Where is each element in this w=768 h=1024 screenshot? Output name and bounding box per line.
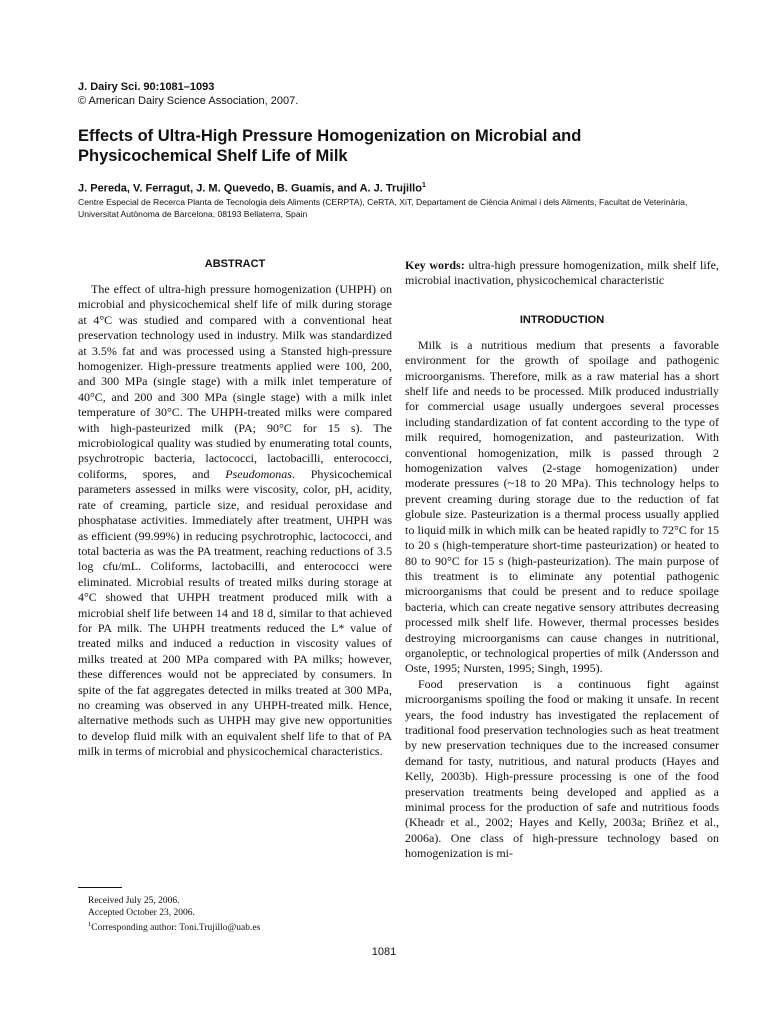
accepted-date: Accepted October 23, 2006.: [88, 907, 195, 918]
left-column: [78, 258, 392, 760]
footnote-rule: [78, 887, 122, 888]
journal-citation: J. Dairy Sci. 90:1081–1093: [78, 81, 215, 93]
keywords: [405, 258, 719, 289]
abstract-italic-term: Pseudomonas: [225, 466, 292, 481]
introduction-heading: INTRODUCTION: [519, 313, 605, 326]
footnotes: [78, 887, 392, 935]
journal-copyright: © American Dairy Science Association, 2007.: [78, 95, 299, 107]
corresponding-author-text: Corresponding author: Toni.Trujillo@uab.es: [91, 923, 261, 934]
right-column: [405, 258, 719, 862]
abstract-text-part-1: The effect of ultra-high pressure homogenization (UHPH) on microbial and physicochemical shelf life of milk during storage at 4°C was studied and compared with a conventional heat preservation technology used in industry. Milk was standardized at 3.5% fat and was processed using a Stansted high-pressure homogenizer. High-pressure treatments applied were 100, 200, and 300 MPa (single stage) with a milk inlet temperature of 40°C, and 200 and 300 MPa (single stage) with a milk inlet temperature of 30°C. The UHPH-treated milks were compared with high-pasteurized milk (PA; 90°C for 15 s). The microbiological quality was studied by enumerating total counts, psychrotropic bacteria, lactococci, lactobacilli, enterococci, coliforms, spores, and: [78, 282, 392, 481]
author-list: [78, 182, 426, 195]
abstract-text-part-2: . Physicochemical parameters assessed in milks were viscosity, color, pH, acidity, rate of creaming, particle size, and residual peroxidase and phosphatase activities. Immediately after treatment, UHPH was as efficient (99.99%) in reducing psychrotrophic, lactococci, and total bacteria as was the PA treatment, reaching reductions of 3.5 log cfu/mL. Coliforms, lactobacilli, and enterococci were eliminated. Microbial results of treated milks during storage at 4°C showed that UHPH treatment produced milk with a microbial shelf life between 14 and 18 d, similar to that achieved for PA milk. The UHPH treatments reduced the L* value of treated milks and induced a reduction in viscosity values of milks treated at 200 MPa compared with PA milks; however, these differences would not be appreciated by consumers. In spite of the fat aggregates detected in milks treated at 300 MPa, no creaming was observed in any UHPH-treated milk. Hence, alternative methods such as UHPH may give new opportunities to develop fluid milk with an equivalent shelf life to that of PA milk in terms of microbial and physicochemical characteristics.: [78, 466, 393, 759]
corresponding-author: [78, 919, 392, 935]
abstract-heading: ABSTRACT: [204, 258, 266, 270]
page-number: 1081: [371, 946, 397, 958]
keywords-label: Key words:: [405, 258, 465, 272]
author-affiliation: Centre Especial de Recerca Planta de Tecnologia dels Aliments (CERPTA), CeRTA, XiT, Departament de Ciència Animal i dels Aliments, Facultat de Veterinària, Universitat Autònoma de Barcelona, 08193 Bellaterra, Spain: [78, 197, 688, 219]
received-date: Received July 25, 2006.: [88, 896, 180, 906]
introduction-paragraph-1: Milk is a nutritious medium that presents a favorable environment for the growth of spoilage and pathogenic microorganisms. Therefore, milk as a raw material has a short shelf life and needs to be processed. Milk produced industrially for commercial usage usually undergoes several processes including standardization of fat content according to the type of milk required, homogenization, and pasteurization. With conventional homogenization, milk is passed through 2 homogenization valves (2-stage homogenization) under moderate pressures (~18 to 20 MPa). This technology helps to prevent creaming during storage due to the reduction of fat globule size. Pasteurization is a thermal process usually applied to liquid milk in which milk can be heated rapidly to 72°C for 15 to 20 s (high-temperature short-time pasteurization) or heated to 80 to 90°C for 15 s (high-pasteurization). The main purpose of this treatment is to eliminate any potential pathogenic microorganisms that could be present and to reduce spoilage bacteria, which can create negative sensory attributes decreasing processed milk shelf life. However, thermal processes besides destroying microorganisms can cause changes in nutritional, organoleptic, or technological properties of milk (Andersson and Oste, 1995; Nursten, 1995; Singh, 1995).: [405, 337, 719, 676]
corresponding-marker: 1: [88, 921, 92, 928]
author-footnote-marker: 1: [421, 182, 426, 189]
keywords-text: ultra-high pressure homogenization, milk shelf life, microbial inactivation, physicochemical characteristic: [405, 258, 720, 288]
journal-header: [78, 80, 298, 108]
author-names: J. Pereda, V. Ferragut, J. M. Quevedo, B. Guamis, and A. J. Trujillo: [78, 182, 422, 195]
introduction-paragraph-2: Food preservation is a continuous fight against microorganisms spoiling the food or making it unsafe. In recent years, the food industry has investigated the replacement of traditional food preservation technologies such as heat treatment by new preservation techniques due to the increased consumer demand for tasty, nutritious, and natural products (Hayes and Kelly, 2003b). High-pressure processing is one of the food preservation treatments being developed and applied as a minimal process for the production of safe and nutritious foods (Kheadr et al., 2002; Hayes and Kelly, 2003a; Briñez et al., 2006a). One class of high-pressure technology based on homogenization is mi-: [405, 676, 719, 861]
abstract-body: [78, 282, 392, 760]
article-title: Effects of Ultra-High Pressure Homogenization on Microbial and Physicochemical Shelf Life of Milk: [78, 127, 582, 165]
